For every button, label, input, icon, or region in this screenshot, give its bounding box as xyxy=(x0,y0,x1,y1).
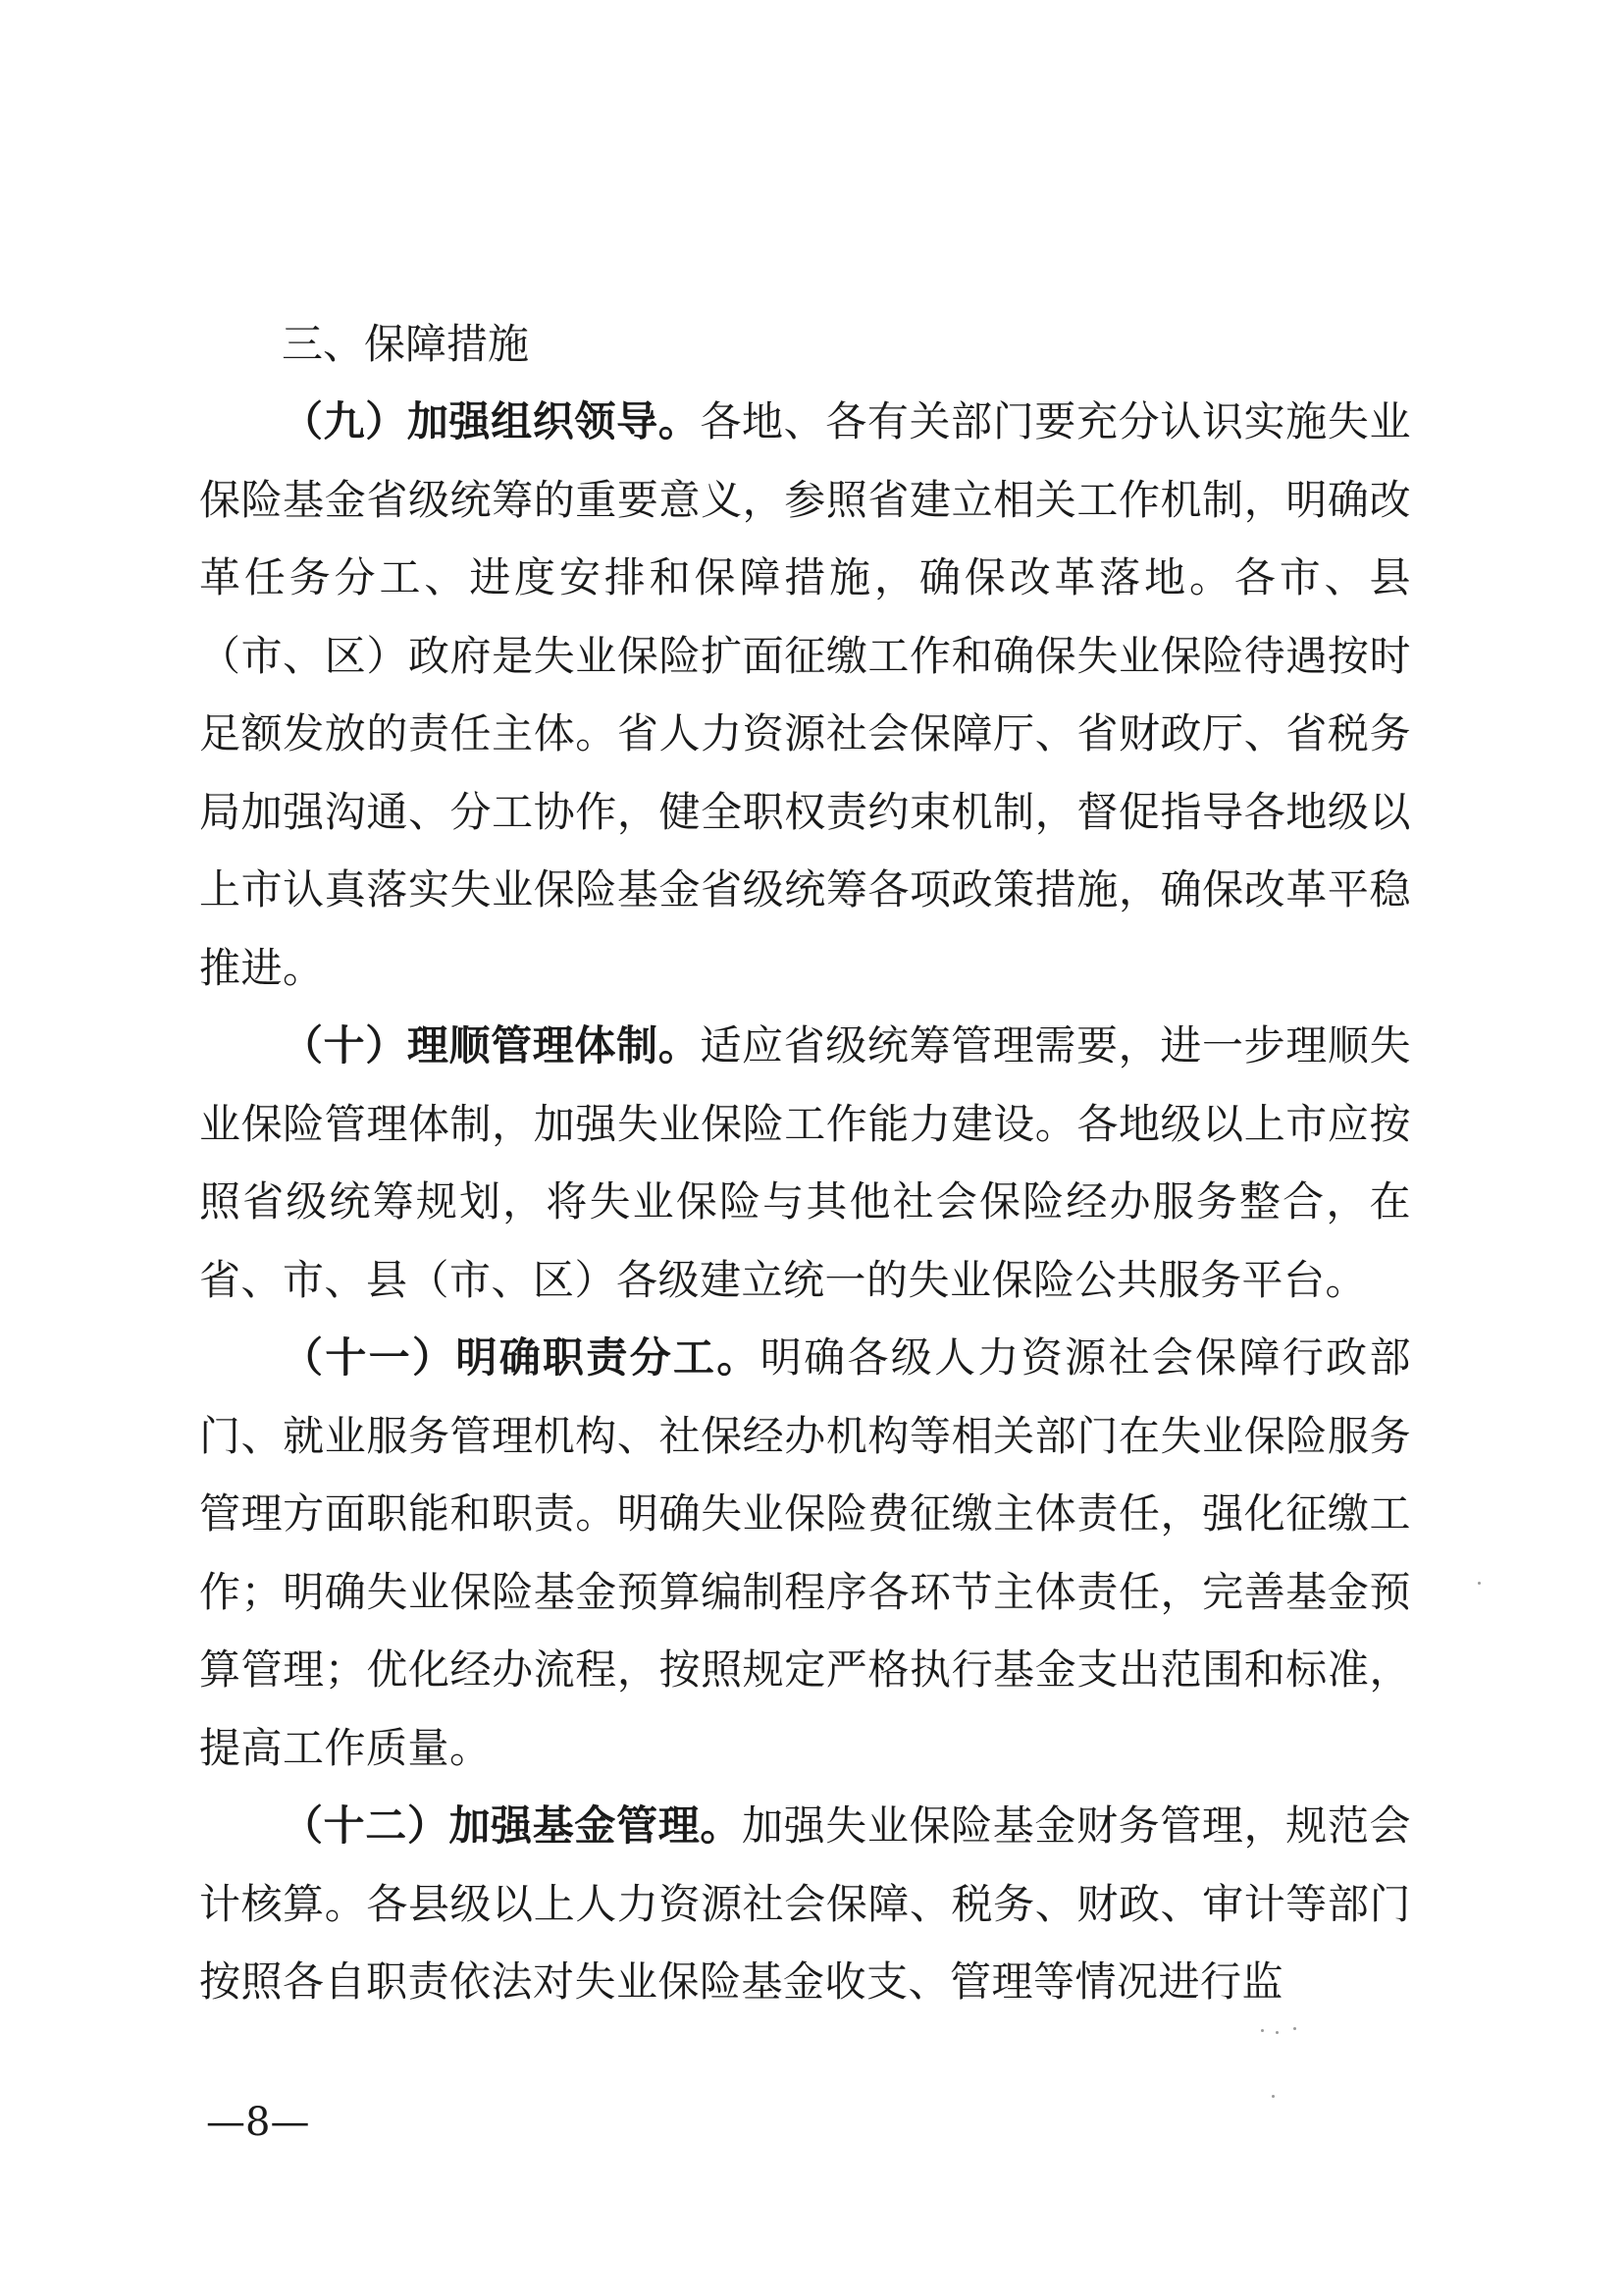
scan-speck xyxy=(1261,2029,1264,2032)
paragraph-lead: （十一）明确职责分工。 xyxy=(282,1333,760,1382)
scan-speck xyxy=(1293,2027,1296,2030)
paragraph-organization-leadership xyxy=(199,383,1411,1007)
paragraph-body: 各地、各有关部门要充分认识实施失业保险基金省级统筹的重要意义，参照省建立相关工作机制，明确改革任务分工、进度安排和保障措施，确保改革落地。各市、县（市、区）政府是失业保险扩面征缴工作和确保失业保险待遇按时足额发放的责任主体。省人力资源社会保障厅、省财政厅、省税务局加强沟通、分工协作，健全职权责约束机制，督促指导各地级以上市认真落实失业保险基金省级统筹各项政策措施，确保改革平稳推进。 xyxy=(199,397,1411,992)
paragraph-management-system xyxy=(199,1007,1411,1319)
document-body xyxy=(199,306,1411,2021)
section-heading: 三、保障措施 xyxy=(282,320,530,368)
scan-speck xyxy=(1478,1582,1481,1585)
scan-speck xyxy=(1272,2095,1275,2098)
paragraph-lead: （十二）加强基金管理。 xyxy=(282,1801,742,1850)
page-number: —8— xyxy=(206,2100,310,2145)
paragraph-body: 适应省级统筹管理需要，进一步理顺失业保险管理体制，加强失业保险工作能力建设。各地级以上市应按照省级统筹规划，将失业保险与其他社会保险经办服务整合，在省、市、县（市、区）各级建立统一的失业保险公共服务平台。 xyxy=(199,1021,1411,1304)
paragraph-body: 加强失业保险基金财务管理，规范会计核算。各县级以上人力资源社会保障、税务、财政、审计等部门按照各自职责依法对失业保险基金收支、管理等情况进行监 xyxy=(199,1801,1411,2006)
scan-speck xyxy=(1276,2031,1279,2034)
paragraph-lead: （十）理顺管理体制。 xyxy=(282,1021,701,1070)
paragraph-fund-management xyxy=(199,1787,1411,2021)
paragraph-responsibilities xyxy=(199,1319,1411,1787)
paragraph-body: 明确各级人力资源社会保障行政部门、就业服务管理机构、社保经办机构等相关部门在失业保险服务管理方面职能和职责。明确失业保险费征缴主体责任，强化征缴工作；明确失业保险基金预算编制程序各环节主体责任，完善基金预算管理；优化经办流程，按照规定严格执行基金支出范围和标准，提高工作质量。 xyxy=(199,1333,1411,1772)
paragraph-lead: （九）加强组织领导。 xyxy=(282,397,701,445)
